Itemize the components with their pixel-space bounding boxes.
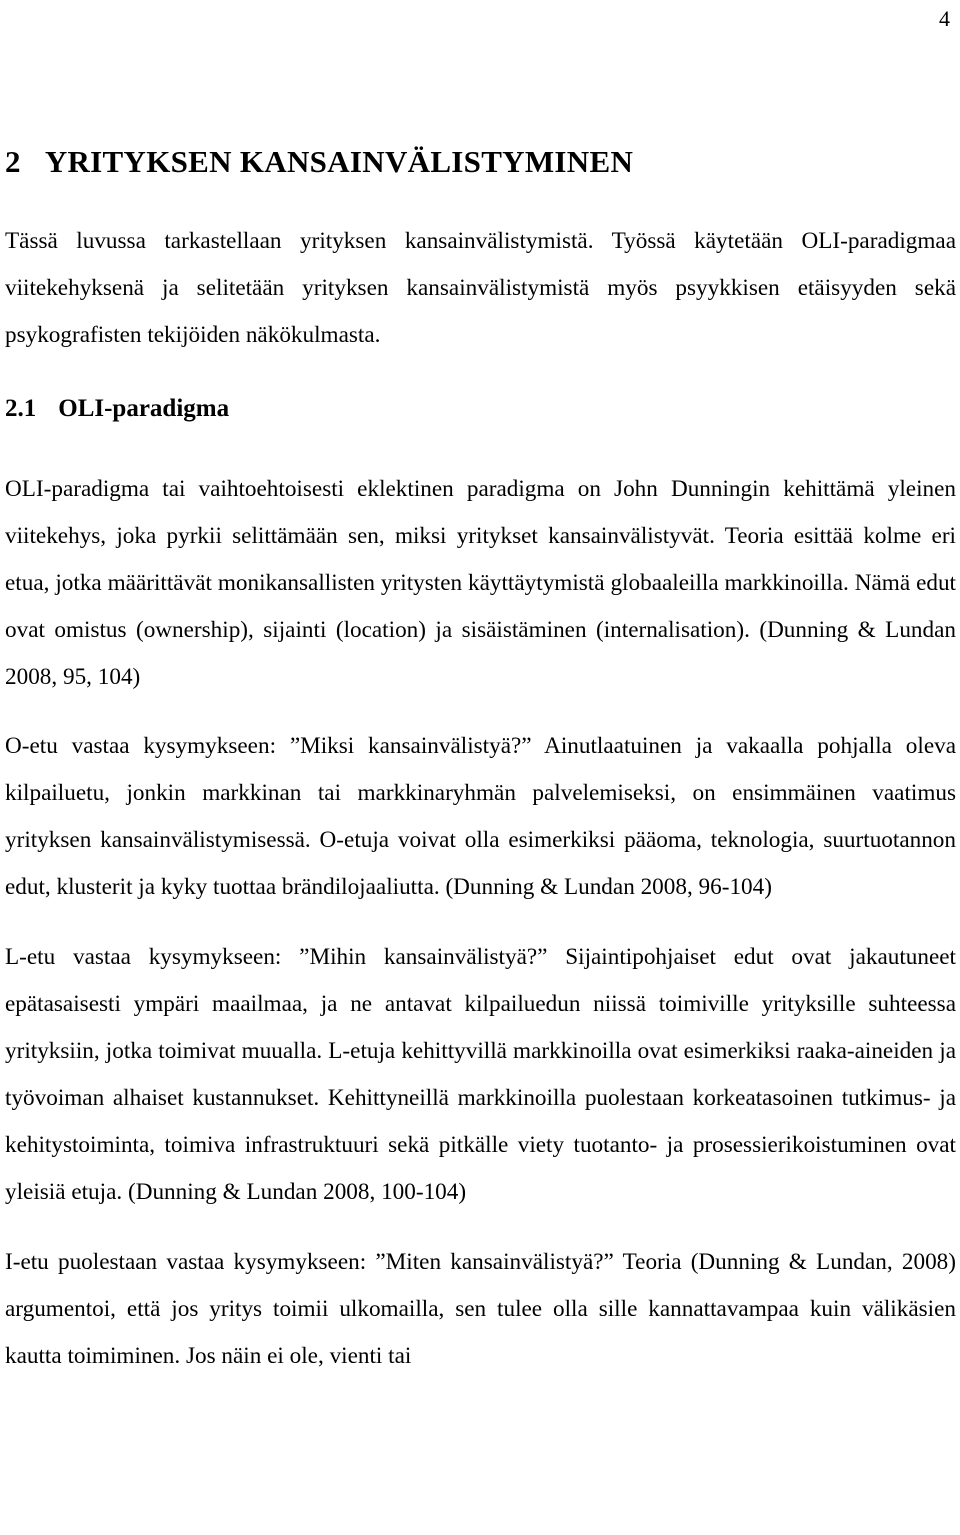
section-title: OLI-paradigma [58,395,230,422]
chapter-title: YRITYKSEN KANSAINVÄLISTYMINEN [44,144,634,179]
paragraph-o-advantage: O-etu vastaa kysymykseen: ”Miksi kansainvälistyä?” Ainutlaatuinen ja vakaalla pohjalla oleva kilpailuetu, jonkin markkinan tai markkinaryhmän palvelemiseksi, on ensimmäinen vaatimus yrityksen kansainvälistymisessä. O-etuja voivat olla esimerkiksi pääoma, teknologia, suurtuotannon edut, klusterit ja kyky tuottaa brändilojaaliutta. (Dunning & Lundan 2008, 96-104) [5,733,956,900]
section-heading [5,391,956,427]
paragraph-oli-intro: OLI-paradigma tai vaihtoehtoisesti eklektinen paradigma on John Dunningin kehittämä yleinen viitekehys, joka pyrkii selittämään sen, miksi yritykset kansainvälistyvät. Teoria esittää kolme eri etua, jotka määrittävät monikansallisten yritysten käyttäytymistä globaaleilla markkinoilla. Nämä edut ovat omistus (ownership), sijainti (location) ja sisäistäminen (internalisation). (Dunning & Lundan 2008, 95, 104) [5,476,956,690]
section-number: 2.1 [5,395,37,422]
page-content [5,140,956,1380]
paragraph-l-advantage: L-etu vastaa kysymykseen: ”Mihin kansainvälistyä?” Sijaintipohjaiset edut ovat jakautuneet epätasaisesti ympäri maailmaa, ja ne antavat kilpailuedun niissä toimiville yrityksille suhteessa yrityksiin, jotka toimivat muualla. L-etuja kehittyvillä markkinoilla ovat esimerkiksi raaka-aineiden ja työvoiman alhaiset kustannukset. Kehittyneillä markkinoilla puolestaan korkeatasoinen tutkimus- ja kehitystoiminta, toimiva infrastruktuuri sekä pitkälle viety tuotanto- ja prosessierikoistuminen ovat yleisiä etuja. (Dunning & Lundan 2008, 100-104) [5,944,956,1205]
page-number: 4 [939,6,950,31]
intro-paragraph: Tässä luvussa tarkastellaan yrityksen kansainvälistymistä. Työssä käytetään OLI-paradigmaa viitekehyksenä ja selitetään yrityksen kansainvälistymistä myös psyykkisen etäisyyden sekä psykografisten tekijöiden näkökulmasta. [5,228,956,348]
chapter-number: 2 [5,144,21,179]
paragraph-i-advantage: I-etu puolestaan vastaa kysymykseen: ”Miten kansainvälistyä?” Teoria (Dunning & Lundan, 2008) argumentoi, että jos yritys toimii ulkomailla, sen tulee olla sille kannattavampaa kuin välikäsien kautta toimiminen. Jos näin ei ole, vienti tai [5,1249,956,1369]
chapter-heading [5,140,956,184]
